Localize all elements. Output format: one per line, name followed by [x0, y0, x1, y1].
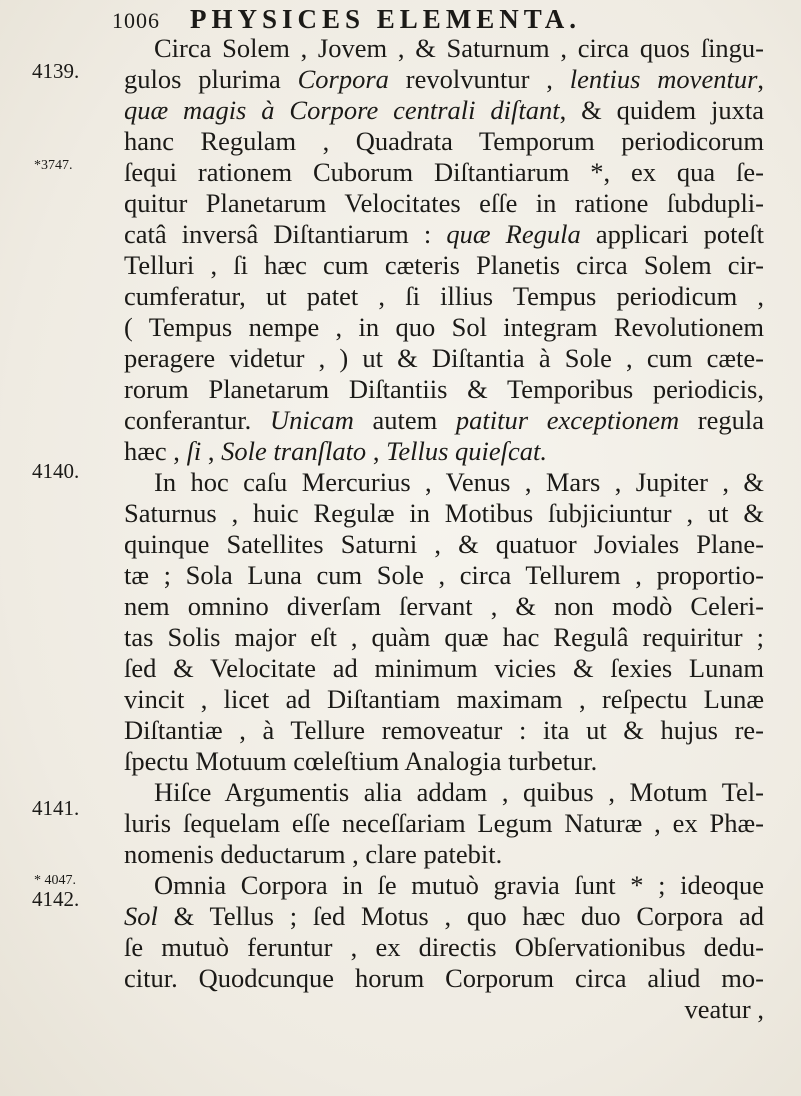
text-line: hanc Regulam , Quadrata Temporum periodicorum [124, 126, 764, 156]
text-line: ſpectu Motuum cœleſtium Analogia turbetur. [124, 746, 598, 776]
catchword-line: veatur , [684, 994, 764, 1024]
text-line: nomenis deductarum , clare patebit. [124, 839, 503, 869]
text-line: Circa Solem , Jovem , & Saturnum , circa quos ſingu- [154, 33, 764, 63]
margin-note-4141: 4141. [32, 796, 80, 820]
margin-note-4142: 4142. [32, 887, 80, 911]
text-line: ( Tempus nempe , in quo Sol integram Revolutionem [124, 312, 764, 342]
margin-note-4047: * 4047. [34, 873, 76, 888]
margin-note-3747: *3747. [34, 158, 73, 173]
text-line: Sol & Tellus ; ſed Motus , quo hæc duo Corpora ad [124, 901, 764, 931]
margin-note-4139: 4139. [32, 59, 80, 83]
text-line: Omnia Corpora in ſe mutuò gravia ſunt * ; ideoque [154, 870, 764, 900]
text-line: quitur Planetarum Velocitates eſſe in ratione ſubdupli- [124, 188, 764, 218]
text-line: citur. Quodcunque horum Corporum circa aliud mo- [124, 963, 764, 993]
text-line: Saturnus , huic Regulæ in Motibus ſubjiciuntur , ut & [124, 498, 764, 528]
text-line: cumferatur, ut patet , ſi illius Tempus periodicum , [124, 281, 764, 311]
page-number: 1006 [112, 8, 160, 33]
text-line: gulos plurima Corpora revolvuntur , lentius moventur, [124, 64, 765, 94]
text-line: peragere videtur , ) ut & Diſtantia à Sole , cum cæte- [124, 343, 764, 373]
text-line: In hoc caſu Mercurius , Venus , Mars , Jupiter , & [154, 467, 764, 497]
text-line: nem omnino diverſam ſervant , & non modò Celeri- [124, 591, 764, 621]
text-line: Hiſce Argumentis alia addam , quibus , Motum Tel- [154, 777, 764, 807]
text-line: Diſtantiæ , à Tellure removeatur : ita ut & hujus re- [124, 715, 764, 745]
text-line: ſe mutuò feruntur , ex directis Obſervationibus dedu- [124, 932, 764, 962]
text-line: catâ inversâ Diſtantiarum : quæ Regula applicari poteſt [124, 219, 764, 249]
text-line: Telluri , ſi hæc cum cæteris Planetis circa Solem cir- [124, 250, 764, 280]
text-line: hæc , ſi , Sole tranſlato , Tellus quieſcat. [124, 436, 548, 466]
text-line: ſed & Velocitate ad minimum vicies & ſexies Lunam [124, 653, 764, 683]
text-line: tas Solis major eſt , quàm quæ hac Regulâ requiritur ; [124, 622, 764, 652]
running-title: PHYSICES ELEMENTA. [190, 4, 582, 34]
text-line: rorum Planetarum Diſtantiis & Temporibus periodicis, [124, 374, 764, 404]
text-line: tæ ; Sola Luna cum Sole , circa Tellurem , proportio- [124, 560, 764, 590]
text-line: ſequi rationem Cuborum Diſtantiarum *, ex qua ſe- [124, 157, 764, 187]
text-line: vincit , licet ad Diſtantiam maximam , reſpectu Lunæ [124, 684, 764, 714]
text-line: conferantur. Unicam autem patitur exceptionem regula [124, 405, 765, 435]
margin-note-4140: 4140. [32, 459, 80, 483]
text-line: quæ magis à Corpore centrali diſtant, & quidem juxta [124, 95, 764, 125]
text-line: quinque Satellites Saturni , & quatuor Joviales Plane- [124, 529, 764, 559]
text-line: luris ſequelam eſſe neceſſariam Legum Naturæ , ex Phæ- [124, 808, 764, 838]
